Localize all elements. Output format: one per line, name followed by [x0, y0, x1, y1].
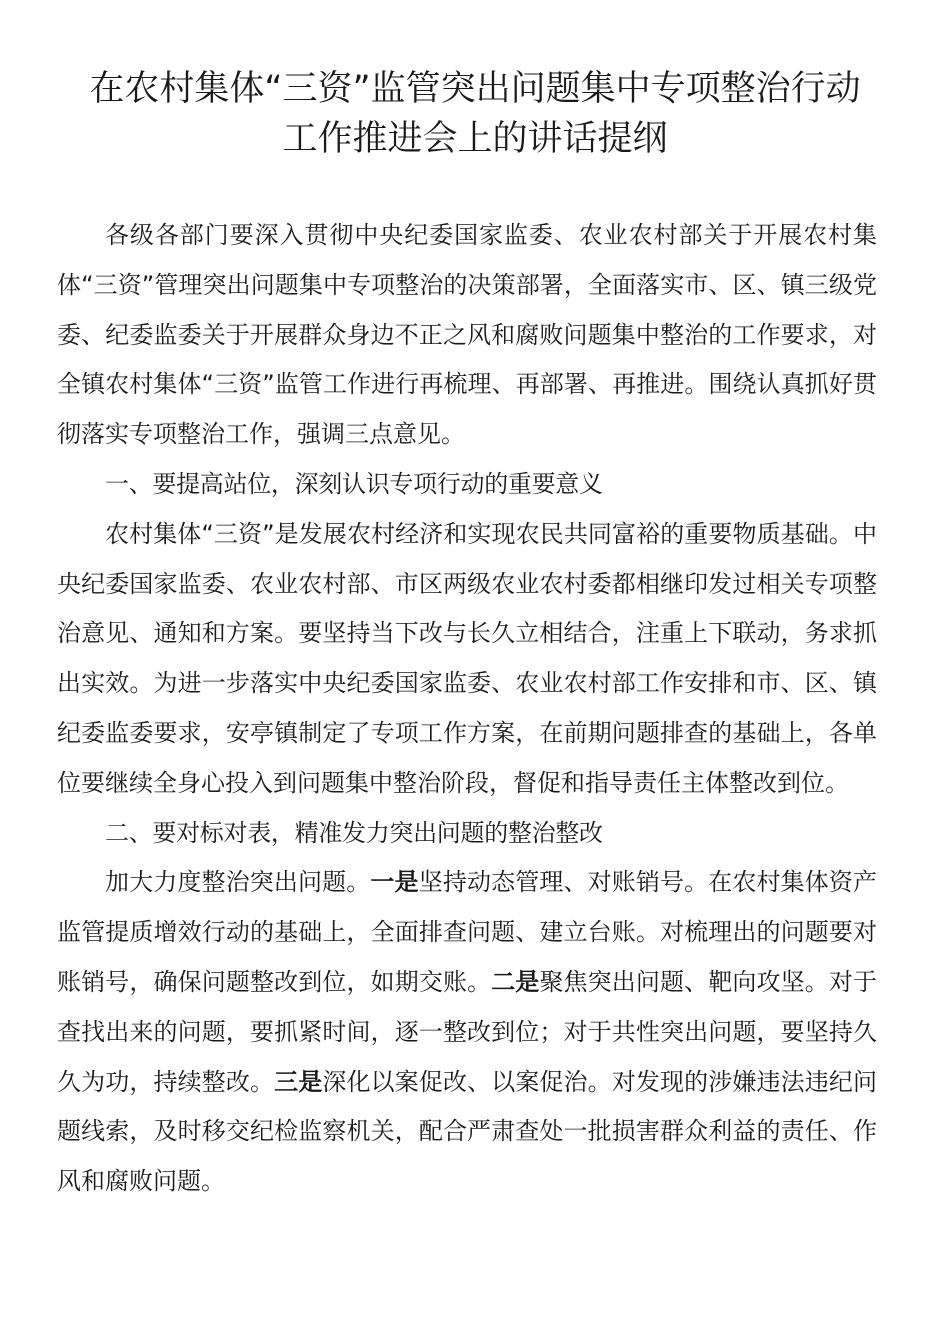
- point-1-label: 一是: [370, 868, 419, 897]
- point-1-text: 坚持动态管理、对账销号。在农村集体资产监管提质增效行动的基础上，全面排查问题、建立台账。对梳理出的问题要对账销号，确保问题整改到位，如期交账。: [57, 868, 878, 996]
- point-3-text: 深化以案促改、以案促治。对发现的涉嫌违法违纪问题线索，及时移交纪检监察机关，配合严肃查处一批损害群众利益的责任、作风和腐败问题。: [57, 1067, 878, 1196]
- document-title-line-2: 工作推进会上的讲话提纲: [282, 119, 668, 159]
- point-2-text: 聚焦突出问题、靶向攻坚。对于查找出来的问题，要抓紧时间，逐一整改到位；对于共性突出问题，要坚持久久为功，持续整改。: [57, 967, 878, 1096]
- document-body: [57, 211, 877, 1207]
- document-title-line-1: 在农村集体“三资”监管突出问题集中专项整治行动: [89, 69, 861, 109]
- point-3-label: 三是: [274, 1067, 323, 1096]
- section-1-heading: 一、要提高站位，深刻认识专项行动的重要意义: [105, 469, 603, 498]
- section-2-paragraph: [57, 858, 877, 1207]
- point-2-label: 二是: [491, 967, 540, 996]
- intro-paragraph: 各级各部门要深入贯彻中央纪委国家监委、农业农村部关于开展农村集体“三资”管理突出问题集中专项整治的决策部署，全面落实市、区、镇三级党委、纪委监委关于开展群众身边不正之风和腐败问题集中整治的工作要求，对全镇农村集体“三资”监管工作进行再梳理、再部署、再推进。围绕认真抓好贯彻落实专项整治工作，强调三点意见。: [57, 221, 877, 449]
- section-2-lead: 加大力度整治突出问题。: [105, 868, 371, 897]
- section-1-paragraph: 农村集体“三资”是发展农村经济和实现农民共同富裕的重要物质基础。中央纪委国家监委、农业农村部、市区两级农业农村委都相继印发过相关专项整治意见、通知和方案。要坚持当下改与长久立相结合，注重上下联动，务求抓出实效。为进一步落实中央纪委国家监委、农业农村部工作安排和市、区、镇纪委监委要求，安亭镇制定了专项工作方案，在前期问题排查的基础上，各单位要继续全身心投入到问题集中整治阶段，督促和指导责任主体整改到位。: [57, 519, 877, 797]
- section-2-heading: 二、要对标对表，精准发力突出问题的整治整改: [105, 818, 603, 847]
